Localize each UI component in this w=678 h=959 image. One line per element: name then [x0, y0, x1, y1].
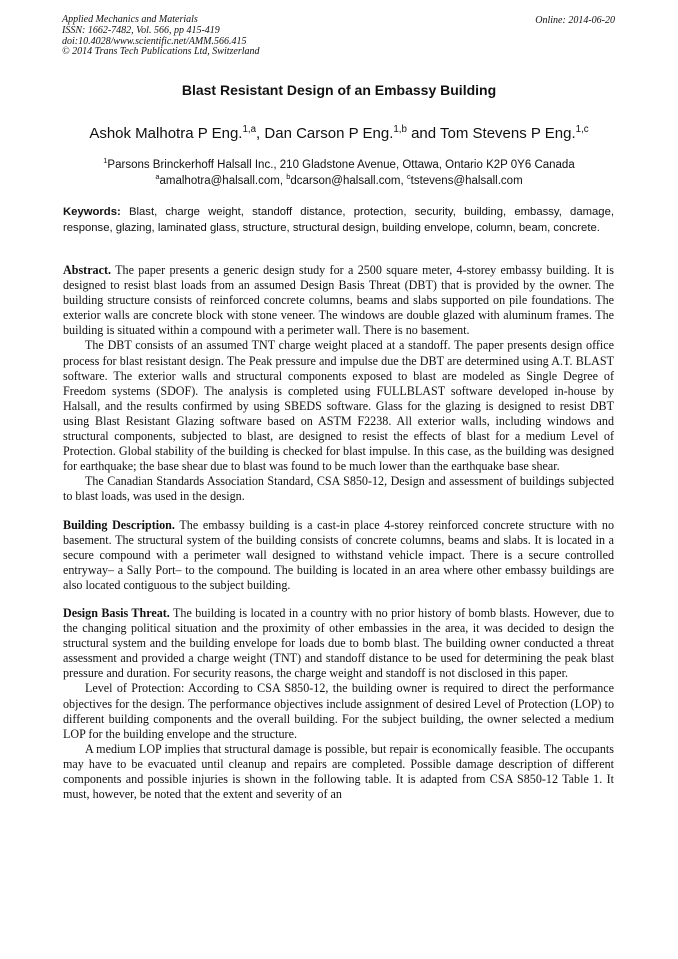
- paragraph: [63, 606, 614, 681]
- paragraph: [63, 518, 614, 593]
- affiliation-text: Parsons Brinckerhoff Halsall Inc., 210 Gladstone Avenue, Ottawa, Ontario K2P 0Y6 Canada: [107, 159, 575, 171]
- author-separator: and: [406, 125, 441, 142]
- paper-title: Blast Resistant Design of an Embassy Building: [181, 82, 497, 98]
- paragraph: The Canadian Standards Association Standard, CSA S850-12, Design and assessment of buildings subjected to blast loads, was used in the design.: [63, 474, 614, 504]
- email-mark: b: [286, 172, 291, 182]
- author-separator: ,: [256, 125, 265, 142]
- affiliation: [0, 157, 678, 189]
- journal-header: [62, 15, 260, 58]
- author-name: Dan Carson P Eng.: [264, 125, 394, 142]
- section-heading: Building Description.: [63, 517, 175, 532]
- paragraph: The DBT consists of an assumed TNT charge weight placed at a standoff. The paper presents design office process for blast resistant design. The Peak pressure and impulse due the DBT are determined using A.T. BLAST software. The exterior walls and structural components exposed to blast are modeled as Single Degree of Freedom systems (SDOF). The analysis is completed using FULLBLAST software developed in-house by Halsall, and the results confirmed by using SBEDS software. Glass for the glazing is designed to resist DBT using Blast Resistant Glazing software based on ASTM F2238. All exterior walls, including windows and structural components, subjected to blast, are designed to resist the effects of blast for a medium Level of Protection. Global stability of the building is checked for blast impulse. In this case, as the building was designed for earthquake; the base shear due to blast was found to be much lower than the earthquake base shear.: [63, 338, 614, 474]
- section-heading: Abstract.: [63, 263, 112, 277]
- paragraph: Level of Protection: According to CSA S850-12, the building owner is required to direct the performance objectives for the design. The performance objectives include assignment of desired Level of Protection (LOP) to different building components and the overall building. For the subject building, the owner selected a medium LOP for the building envelope and the structure.: [63, 681, 614, 741]
- paragraph-text: The embassy building is a cast-in place 4-storey reinforced concrete structure with no basement. The structural system of the building consists of concrete columns, beams and slabs. It is located in a secure compound with a perimeter wall designed to withstand vehicle impact. There is a secure controlled entryway– a Sally Port– to the compound. The building is located in an area where other embassy buildings are also located contiguous to the subject building.: [63, 517, 615, 592]
- email-separator: ,: [279, 175, 287, 187]
- keywords-label: Keywords:: [63, 206, 121, 218]
- email-line: [0, 173, 678, 189]
- paragraph-text: The paper presents a generic design study for a 2500 square meter, 4-storey embassy building. It is designed to resist blast loads from an assumed Design Basis Threat (DBT) that is provided by the owner. The building structure consists of reinforced concrete columns, beams and slabs supported on pile foundations. The exterior walls are concrete block with stone veneer. The windows are double glazed with aluminum frames. The building is situated within a compound with a perimeter wall. There is no basement.: [63, 263, 614, 338]
- section-heading: Design Basis Threat.: [63, 605, 170, 620]
- author-mark: 1,c: [575, 124, 589, 135]
- affiliation-mark: 1: [103, 156, 108, 166]
- author-list: [0, 125, 678, 142]
- paragraph: A medium LOP implies that structural damage is possible, but repair is economically feasible. The occupants may have to be evacuated until cleanup and repairs are completed. Possible damage description of different components and possible injuries is shown in the following table. It is adapted from CSA S850-12 Table 1. It must, however, be noted that the extent and severity of an: [63, 741, 614, 802]
- email-address[interactable]: amalhotra@halsall.com: [159, 175, 280, 187]
- keywords-block: [63, 205, 614, 236]
- email-address[interactable]: tstevens@halsall.com: [410, 175, 523, 187]
- email-mark: c: [406, 172, 411, 182]
- affiliation-line: [0, 157, 678, 173]
- author-mark: 1,b: [393, 124, 407, 135]
- online-date: Online: 2014-06-20: [535, 15, 615, 26]
- email-mark: a: [155, 172, 160, 182]
- issn: ISSN: 1662-7482, Vol. 566, pp 415-419: [62, 24, 220, 36]
- journal-name: Applied Mechanics and Materials: [62, 14, 198, 25]
- author-name: Tom Stevens P Eng.: [440, 125, 576, 142]
- paragraph: [63, 263, 614, 338]
- author-name: Ashok Malhotra P Eng.: [89, 125, 243, 142]
- author-mark: 1,a: [242, 124, 257, 135]
- keywords-text: Blast, charge weight, standoff distance, protection, security, building, embassy, damage, response, glazing, laminated glass, structure, structural design, building envelope, column, beam, concrete.: [63, 206, 614, 234]
- email-separator: ,: [400, 175, 407, 187]
- doi: doi:10.4028/www.scientific.net/AMM.566.415: [62, 35, 247, 47]
- email-address[interactable]: dcarson@halsall.com: [290, 175, 401, 187]
- paragraph-text: The building is located in a country with no prior history of bomb blasts. However, due to the changing political situation and the proximity of other embassies in the area, it was decided to design the structural system and the building envelope for loads due to bomb blast. The building owner conducted a threat assessment and provided a charge weight (TNT) and standoff distance to be used for determining the peak blast pressure and duration. For security reasons, the charge weight and standoff is not disclosed in this paper.: [63, 605, 615, 681]
- copyright: © 2014 Trans Tech Publications Ltd, Switzerland: [62, 46, 260, 58]
- paper-body: [63, 263, 614, 802]
